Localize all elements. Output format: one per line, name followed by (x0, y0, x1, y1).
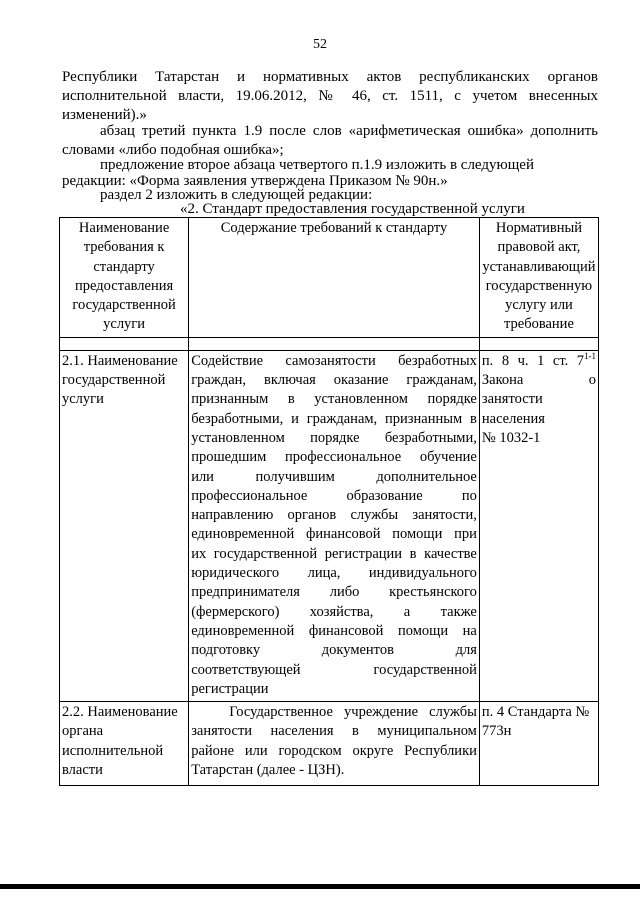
content-line: единовременной финансовой помощи при (191, 526, 477, 543)
content-line: направлению органов службы занятости, (191, 507, 477, 524)
content-line: их государственной регистрации в качестве (191, 545, 477, 562)
header-requirement-name: Наименование требования к стандарту предоставления государственной услуги (60, 218, 189, 338)
content-line: установленном порядке безработными, (191, 429, 477, 446)
content-line: (фермерского) хозяйства, а также (191, 603, 477, 620)
header-requirement-content: Содержание требований к стандарту (189, 218, 480, 338)
amendment-para-1-line-1: абзац третий пункта 1.9 после слов «арифметическая ошибка» дополнить (100, 123, 598, 139)
intro-line-3: изменений).» (62, 107, 147, 123)
content-line: предпринимателя либо крестьянского (191, 584, 477, 601)
legal-act-line (482, 352, 596, 371)
legal-act-line: населения (481, 410, 545, 427)
row-2-1-name: 2.1. Наименование государственной услуги (60, 350, 189, 701)
row-2-1-content (189, 350, 480, 701)
standard-table (59, 217, 599, 786)
content-line: юридического лица, индивидуального (191, 565, 477, 582)
content-line: регистрации (191, 680, 269, 697)
article-superscript: 1-1 (584, 350, 596, 361)
content-line: Содействие самозанятости безработных (191, 352, 477, 369)
amendment-para-2-line-1: предложение второе абзаца четвертого п.1.9 изложить в следующей (100, 157, 534, 173)
content-line: прошедшим профессиональное обучение (191, 449, 477, 466)
table-caption: «2. Стандарт предоставления государственной услуги (180, 201, 525, 217)
header-legal-act: Нормативный правовой акт, устанавливающий государственную услугу или требование (479, 218, 598, 338)
content-line: профессиональное образование по (191, 487, 477, 504)
amendment-para-3: раздел 2 изложить в следующей редакции: (100, 187, 373, 203)
amendment-para-1-line-2: словами «либо подобная ошибка»; (62, 142, 284, 158)
legal-act-line: Закона о занятости (481, 372, 596, 408)
table-header-row (60, 218, 599, 338)
amendment-para-2-line-2: редакции: «Форма заявления утверждена Приказом № 90н.» (62, 173, 448, 189)
row-2-2-content: Государственное учреждение службы занятости населения в муниципальном районе или городском округе Республики Татарстан (далее - ЦЗН). (189, 702, 480, 786)
content-line: подготовку документов для (191, 642, 477, 659)
table-row (60, 702, 599, 786)
legal-act-line: № 1032-1 (481, 429, 541, 446)
table-spacer-row (60, 337, 599, 350)
intro-line-1: Республики Татарстан и нормативных актов республиканских органов (62, 69, 598, 85)
row-2-1-legal-act (479, 350, 598, 701)
table-row (60, 350, 599, 701)
content-line: единовременной финансовой помощи на (191, 622, 477, 639)
content-line: соответствующей государственной (191, 661, 477, 678)
content-line: безработными, и гражданам, признанным в (191, 410, 477, 427)
legal-act-ref: п. 8 ч. 1 ст. 7 (481, 352, 584, 369)
content-line: признанным в установленном порядке (191, 391, 477, 408)
page-number: 52 (313, 37, 327, 52)
content-line: или получившим дополнительное (191, 468, 477, 485)
row-2-2-legal-act: п. 4 Стандарта № 773н (479, 702, 598, 786)
scan-bottom-edge (0, 884, 640, 889)
intro-line-2: исполнительной власти, 19.06.2012, № 46, ст. 1511, с учетом внесенных (62, 88, 598, 104)
content-line: граждан, включая оказание гражданам, (191, 372, 477, 389)
row-2-2-name: 2.2. Наименование органа исполнительной власти (60, 702, 189, 786)
